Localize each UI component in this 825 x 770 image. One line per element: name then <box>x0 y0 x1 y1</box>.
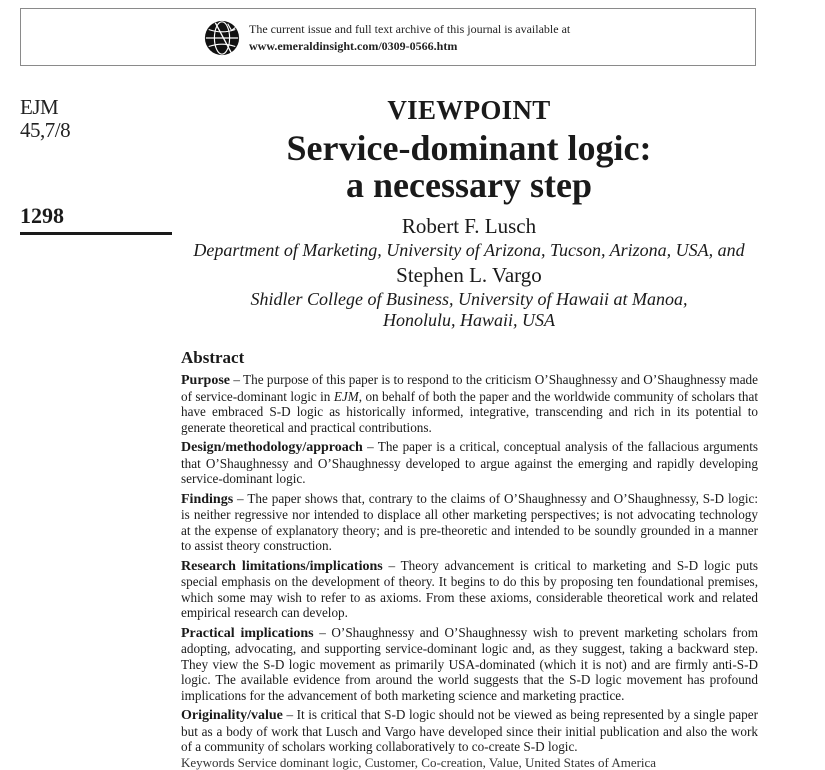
abstract-originality <box>181 707 758 755</box>
page-number: 1298 <box>20 203 64 228</box>
emerald-globe-icon <box>203 19 241 57</box>
page-number-rule <box>20 232 172 235</box>
abstract <box>181 348 758 759</box>
abstract-limitations <box>181 558 758 621</box>
practical-label: Practical implications <box>181 625 314 641</box>
title-line-2: a necessary step <box>346 165 592 205</box>
findings-text: – The paper shows that, contrary to the claims of O’Shaughnessy and O’Shaughnessy, S-D logic: is neither regressive nor intended to displace all other marketing perspectives; is not advocating technology at the expense of explanatory theory; and is pre-theoretic and intended to be soundly grounded in a manner to assist theory construction. <box>181 490 758 553</box>
author-2-name: Stephen L. Vargo <box>396 263 542 287</box>
purpose-text-b: , on behalf of both the paper and the worldwide community of scholars that have embraced S-D logic as historically informed, integrative, transcending and rich in its potential to generate theoretical and practical contributions. <box>181 388 758 435</box>
abstract-findings <box>181 491 758 554</box>
purpose-text-a: – The purpose of this paper is to respond to the criticism O’Shaughnessy and O’Shaughnessy made of service-dominant logic in <box>181 372 758 404</box>
originality-label: Originality/value <box>181 708 283 723</box>
abstract-design <box>181 439 758 487</box>
keywords-cutoff <box>181 755 758 770</box>
journal-availability-banner <box>20 8 756 66</box>
keywords-line: Keywords Service dominant logic, Customer, Co-creation, Value, United States of America <box>181 755 657 770</box>
design-text: – The paper is a critical, conceptual analysis of the fallacious arguments that O’Shaughnessy and O’Shaughnessy developed to argue against the emerging and rapidly developing service-dominant logic. <box>181 439 758 486</box>
article-title <box>180 130 758 204</box>
originality-text: – It is critical that S-D logic should not be viewed as being represented by a single paper but as a body of work that Lusch and Vargo have developed since their initial publication and also the work of a community of scholars working collaboratively to co-create S-D logic. <box>181 707 758 754</box>
journal-name: EJM <box>20 95 59 119</box>
journal-volume: 45,7/8 <box>20 118 71 142</box>
author-1-affiliation: Department of Marketing, University of Arizona, Tucson, Arizona, USA, and <box>193 240 745 260</box>
abstract-purpose <box>181 372 758 435</box>
limitations-label: Research limitations/implications <box>181 558 383 574</box>
findings-label: Findings <box>181 491 234 507</box>
purpose-label: Purpose <box>181 373 230 388</box>
author-2-affiliation-line-2: Honolulu, Hawaii, USA <box>382 310 555 330</box>
banner-url-link[interactable]: www.emeraldinsight.com/0309-0566.htm <box>249 39 458 53</box>
author-2-affiliation <box>180 289 758 331</box>
purpose-journal-em: EJM <box>333 388 359 404</box>
abstract-practical <box>181 625 758 704</box>
design-label: Design/methodology/approach <box>181 440 363 455</box>
author-2-affiliation-line-1: Shidler College of Business, University of Hawaii at Manoa, <box>250 289 688 309</box>
limitations-text: – Theory advancement is critical to marketing and S-D logic puts special emphasis on the development of theory. It begins to do this by proposing ten foundational premises, which some may wish to refer to as axioms. From these axioms, considerable theoretical work and related empirical research can develop. <box>181 557 758 620</box>
section-label: VIEWPOINT <box>387 95 551 125</box>
journal-citation <box>20 96 70 142</box>
title-line-1: Service-dominant logic: <box>286 128 652 168</box>
author-1-name: Robert F. Lusch <box>401 214 537 238</box>
abstract-heading: Abstract <box>181 348 245 367</box>
banner-availability-text: The current issue and full text archive of this journal is available at <box>249 22 571 36</box>
practical-text: – O’Shaughnessy and O’Shaughnessy wish to prevent marketing scholars from adopting, advocating, and supporting service-dominant logic and, as they suggest, taking a backward step. They view the S-D logic movement as primarily USA-dominated (which it is not) and are firmly anti-S-D logic. The available evidence from around the world suggests that the S-D logic movement has profound implications for the advancement of both marketing science and marketing practice. <box>181 624 758 703</box>
